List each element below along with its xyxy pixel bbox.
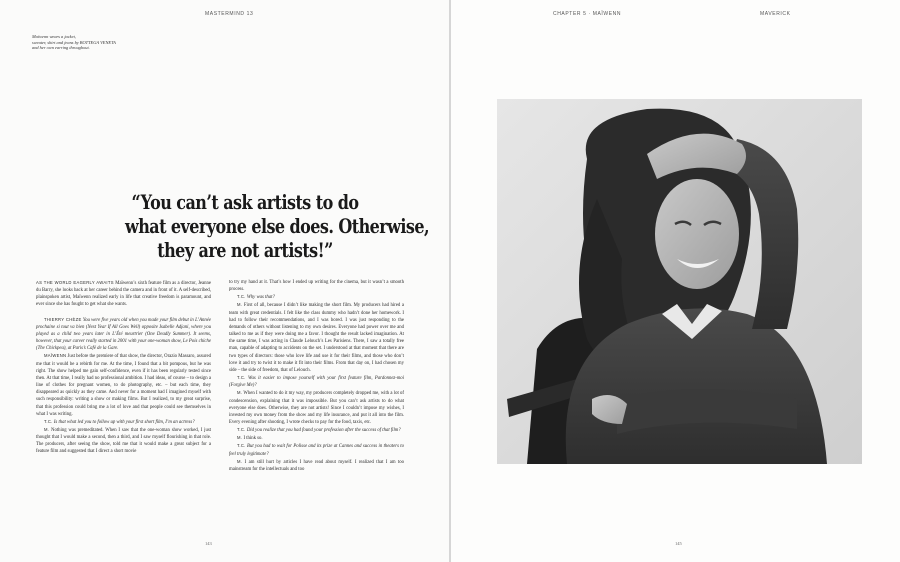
article-column-right — [229, 279, 404, 473]
speaker-label: T.C. — [44, 418, 53, 424]
answer-paragraph — [229, 434, 404, 442]
speaker-label: THIERRY CHÈZE — [44, 316, 82, 322]
speaker-label: MAÏWENN — [44, 353, 67, 359]
caption-line: and her own earring throughout. — [32, 45, 90, 51]
portrait-illustration — [497, 99, 862, 464]
speaker-label: M. — [237, 435, 243, 441]
caption-line: sweater, shirt and jeans by BOTTEGA VENETA — [32, 39, 116, 45]
answer-paragraph — [229, 301, 404, 374]
portrait-photo — [497, 99, 862, 464]
intro-lead: AS THE WORLD EAGERLY AWAITS — [36, 280, 114, 285]
speaker-label: M. — [237, 390, 243, 396]
left-page — [0, 0, 449, 562]
speaker-label: T.C. — [237, 427, 246, 433]
question-text: Why was that? — [245, 295, 275, 301]
speaker-label: M. — [237, 302, 243, 308]
answer-paragraph — [229, 389, 404, 426]
left-running-head: MASTERMIND 13 — [205, 11, 254, 17]
answer-text: I am still hurt by articles I have read about myself. I realized that I am too mainstream for the intellectuals and too — [229, 459, 404, 472]
article-column-left — [36, 279, 211, 456]
answer-text: When I wanted to do it my way, my producers completely dropped me, with a lot of condescension, explaining that it was impossible. But you can’t ask artists to do what everyone else does. Otherwise, they are not artists! Since I couldn’t impose my wishes, I invested my own money from the show and my life insurance, and put it all into the film. Every evening after shooting, I wrote checks to pay for the food, taxis, etc. — [229, 391, 404, 425]
answer-text: Nothing was premeditated. When I saw that the one-woman show worked, I just thought that I would make a second, then a third, and I saw myself flourishing in that role. The producers, after seeing the show, told me that it would make a great subject for a feature film and suggested that I direct a short movie — [36, 427, 211, 455]
right-page-number: 145 — [675, 541, 682, 546]
left-page-number: 143 — [205, 541, 212, 546]
answer-text: First of all, because I didn’t like making the short film. My producers had hired a team with great credentials. I felt like the class dummy who hadn’t done her homework. I had to follow their recommendations, and I was bored. I was just responding to the demands of others without listening to my own desires. Everyone had power over me and talked to me as if they were doing me a favor. I thought the result lacked imagination. At the same time, I was acting in Claude Lelouch’s Les Parisiens. There, I saw a totally free man, capable of adapting to accidents on the set. I understood at that moment that there are two types of directors: those who love life and use it for their films, and those who don’t love it and try to twist it to make it fit into their films. From that day on, I had chosen my side – the side of freedom, that of Lelouch. — [229, 303, 404, 373]
question-text: Is that what led you to follow up with your first short film, I’m an actress? — [52, 419, 195, 425]
intro-paragraph — [36, 279, 211, 309]
pull-quote-line: “You can’t ask artists to do — [131, 190, 359, 214]
question-paragraph — [229, 293, 404, 301]
caption-line: Maïwenn wears a jacket, — [32, 34, 76, 39]
answer-paragraph — [36, 426, 211, 456]
answer-paragraph — [229, 458, 404, 473]
photo-caption — [32, 34, 182, 51]
question-text: Did you realize that you had found your profession after the success of that film? — [245, 428, 401, 434]
question-text: You were five years old when you made your film debut in L’Année prochaine si tout va bien (Next Year If All Goes Well) opposite Isabelle Adjani, where you played as a child two years later in L’Été meurtrier (One Deadly Summer). It seems, however, that your career really started in 2001 with your one-woman show, Le Pois chiche (The Chickpea), at Paris’s Café de la Gare. — [36, 317, 211, 352]
speaker-label: M. — [237, 458, 243, 464]
continued-paragraph: to try my hand at it. That’s how I ended up writing for the cinema, but it wasn’t a smooth process. — [229, 280, 404, 293]
speaker-label: T.C. — [237, 294, 246, 300]
pull-quote-line: they are not artists!” — [157, 238, 333, 262]
pull-quote-line: what everyone else does. Otherwise, — [125, 214, 429, 238]
question-paragraph — [36, 418, 211, 426]
question-paragraph — [229, 374, 404, 389]
question-text: Was it easier to impose yourself with your first feature film, Pardonnez-moi (Forgive Me)? — [229, 376, 404, 389]
face — [655, 179, 739, 289]
answer-paragraph — [36, 352, 211, 417]
pull-quote — [125, 190, 429, 262]
right-page — [451, 0, 900, 562]
answer-text: Just before the premiere of that show, the director, Orazio Massaro, assured me that it would be a rebirth for me. At the time, I found that a bit pompous, but he was right. The show helped me gain self-confidence, even if it has been regularly tested since then. At that time, I really had no professional ambition. I had ideas, of course – to design a line of clothes for pregnant women, to do photography, etc. – but each time, they disappeared as quickly as they came. And never for a moment had I imagined myself with such responsibility: writing a show or making films. But I realized, to my great surprise, that this profession could bring me a lot of love and that people could see themselves in what I was writing. — [36, 354, 211, 417]
intro-body: Maïwenn’s sixth feature film as a director, Jeanne du Barry, she looks back at her career behind the camera and in front of it. A self-described, plainspoken artist, Maïwenn realized early in life that creative freedom is paramount, and ever since she has fought to get what she wants. — [36, 281, 211, 308]
question-text: But you had to wait for Polisse and its prize at Cannes and success in theaters to feel truly legitimate? — [229, 444, 404, 457]
speaker-label: M. — [44, 426, 50, 432]
speaker-label: T.C. — [237, 375, 246, 381]
right-running-head-chapter: CHAPTER 5 · MAÏWENN — [553, 11, 622, 17]
answer-text: I think so. — [242, 436, 263, 442]
question-paragraph — [229, 442, 404, 457]
right-running-head-title: MAVERICK — [760, 11, 791, 17]
question-paragraph — [36, 316, 211, 353]
speaker-label: T.C. — [237, 443, 246, 449]
question-paragraph — [229, 426, 404, 434]
